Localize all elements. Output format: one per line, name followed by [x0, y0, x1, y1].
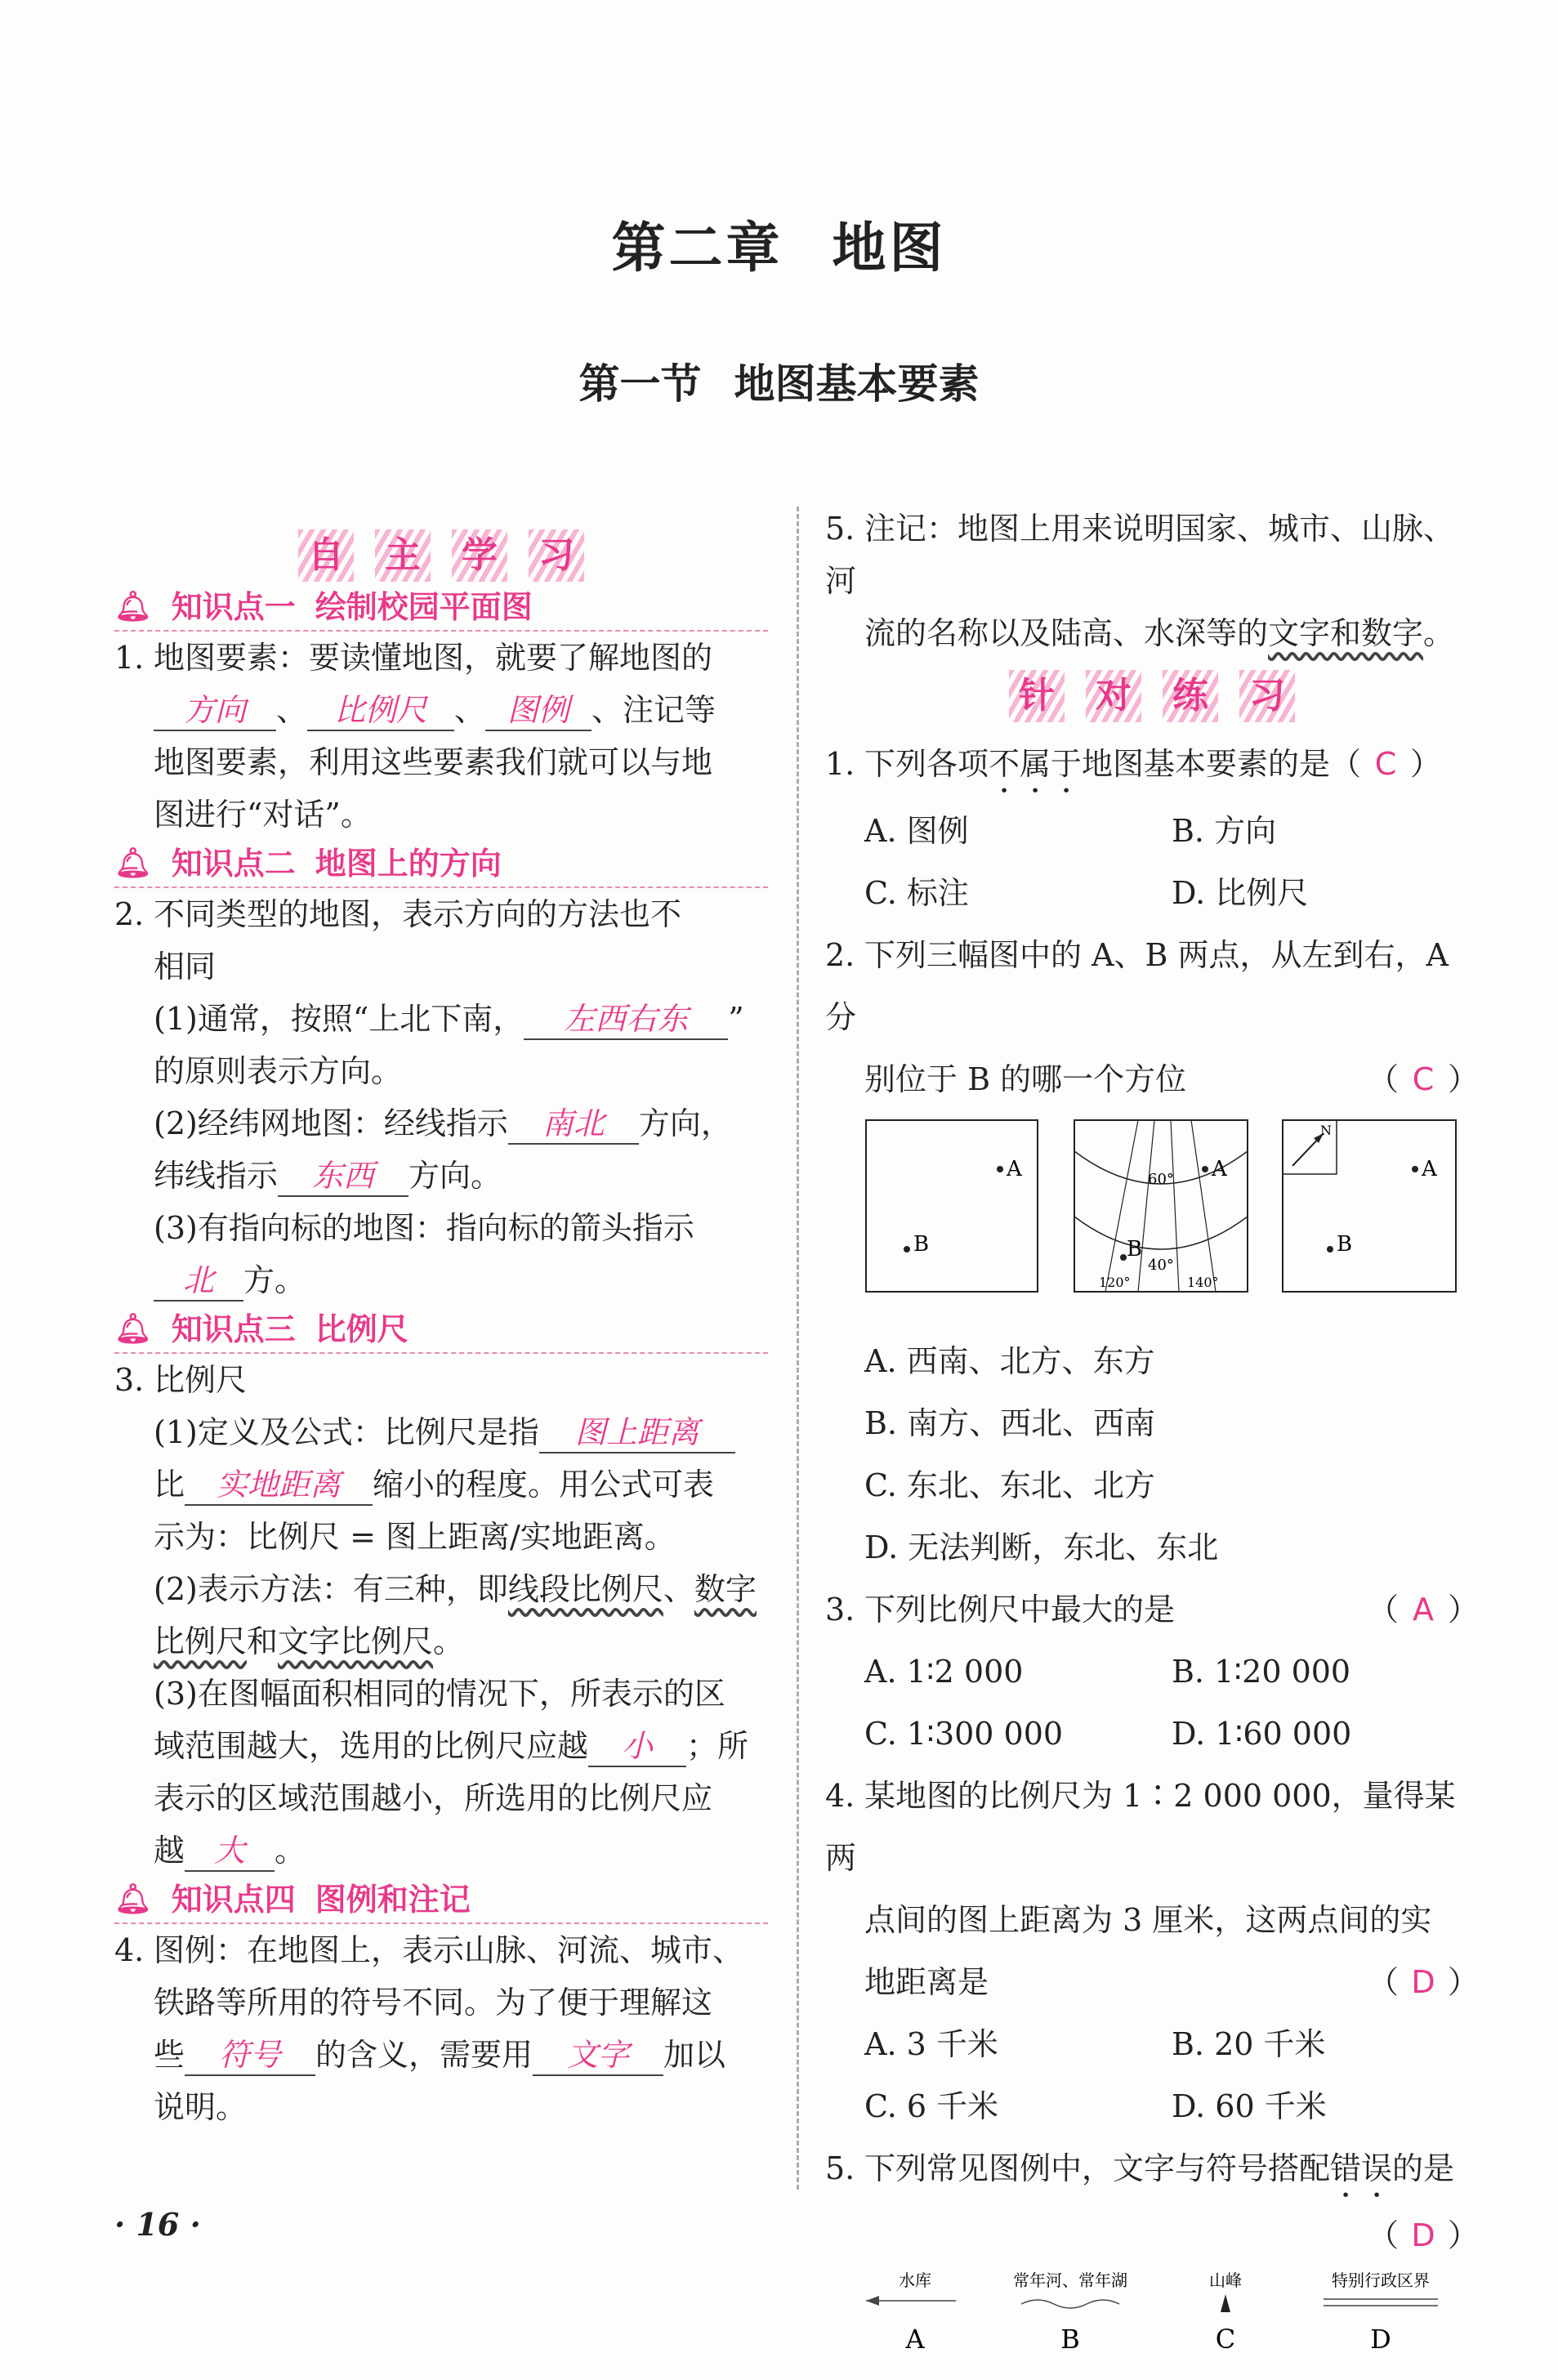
- legend-peak: [1209, 2271, 1242, 2355]
- answer-blank: 小: [588, 1726, 686, 1767]
- peak-icon: [1221, 2294, 1230, 2312]
- bell-icon: 🔔︎: [114, 590, 152, 623]
- answer-choice: D: [1411, 2217, 1435, 2253]
- svg-text:140°: 140°: [1187, 1275, 1219, 1290]
- item-5: 5. 注记：地图上用来说明国家、城市、山脉、河: [825, 511, 1455, 599]
- svg-text:水库: 水库: [899, 2271, 931, 2290]
- answer-choice: C: [1412, 1061, 1435, 1097]
- answer-blank: 南北: [508, 1104, 639, 1145]
- legend-river-lake: [1013, 2271, 1127, 2355]
- svg-text:A: A: [1007, 1157, 1022, 1181]
- svg-text:40°: 40°: [1148, 1257, 1174, 1274]
- answer-blank: 比例尺: [307, 690, 454, 731]
- question-1-options: A. 图例 B. 方向: [864, 813, 1277, 849]
- answer-choice: D: [1411, 1964, 1435, 2000]
- question-1: 1. 下列各项不属于地图基本要素的是（ C ）: [825, 733, 1479, 800]
- left-column: 自 主 学 习 🔔︎ 知识点一 绘制校园平面图 1. 地图要素：要读懂地图，就要了解地图的 方向 、 比例尺 、 图例 、注记等 地图要素，利用这些要素我们就可以与地 图进行“对话”。 🔔︎ 知识点二 地图上的方向 2. 不同类型的地图，表示方向的方法也不 相同 (1)通常，按照“上北下南， 左西右东 ” 的原则表示方向。 (2)经纬网地图：经线指示 南北 方向， 纬线指示 东西 方向。 (3)有指向标的地图：指向标的箭头指示 北 方。 🔔︎ 知识点三 比例尺 3. 比例尺 (1)定义及公式：比例尺是指 图上距离 比 实地距离 缩小的程度。用公式可表 示为：比例尺 = 图上距离/实地距离。 (2)表示方法：有三种，即线段比例尺、数字 比例尺和文字比例尺。 (3)在图幅面积相同的情况下，所表示的区 域范围越大，选用的比例尺应越 小 ；所 表示的区域范围越小，所选用的比例尺应 越 大 。 🔔︎ 知识点四 图例和注记 4. 图例：在地图上，表示山脉、河流、城市、 铁路等所用的符号不同。为了便于理解这 些 符号 的含义，需要用 文字 加以 说明。: [114, 527, 768, 2133]
- item-3: 3. 比例尺: [114, 1362, 248, 1398]
- question-2: 2. 下列三幅图中的 A、B 两点，从左到右，A 分: [825, 937, 1449, 1035]
- legend-symbols: [858, 2266, 1495, 2364]
- question-3: 3. 下列比例尺中最大的是 （ A ）: [825, 1578, 1479, 1641]
- answer-blank: 符号: [185, 2035, 315, 2076]
- answer-blank: 实地距离: [185, 1465, 373, 1506]
- figure-graticule-map: [1074, 1120, 1248, 1292]
- svg-text:120°: 120°: [1099, 1275, 1131, 1290]
- answer-blank: 大: [185, 1831, 275, 1872]
- answer-blank: 文字: [533, 2035, 663, 2076]
- bell-icon: 🔔︎: [114, 1882, 152, 1916]
- answer-blank: 左西右东: [524, 999, 728, 1040]
- answer-blank: 东西: [278, 1156, 408, 1197]
- right-column: 5. 注记：地图上用来说明国家、城市、山脉、河 流的名称以及陆高、水深等的文字和数字。 针 对 练 习 1. 下列各项不属于地图基本要素的是（ C ） A. 图例 B. 方向 C. 标注 D. 比例尺 2. 下列三幅图中的 A、B 两点，从左到右，A 分 别位于 B 的哪一个方位 （ C ） A B A 60° B 40° 120° 140° N A B A. 西南、北方、东方 B. 南方、西北、西南 C. 东北、东北、北方 D. 无法判断，东北、东北 3. 下列比例尺中最大的是 （ A ） A. 1∶2 000 B. 1∶20 000 C. 1∶300 000 D. 1∶60 000 4. 某地图的比例尺为 1∶2 000 000，量得某两 点间的图上距离为 3 厘米，这两点间的实 地距离是 （ D ） A. 3 千米 B. 20 千米 C. 6 千米 D. 60 千米 5. 下列常见图例中，文字与符号搭配错误的是 （ D ） 水库 A 常年河、常年湖 B 山峰 C 特别行政区界 D: [825, 502, 1479, 2380]
- figure-compass-map: [1283, 1120, 1456, 1292]
- svg-text:A: A: [1422, 1157, 1437, 1181]
- banner-self-study: 自 主 学 习: [114, 527, 768, 584]
- chapter-title: 第二章 地图: [611, 216, 947, 279]
- svg-text:山峰: 山峰: [1209, 2271, 1242, 2290]
- svg-text:N: N: [1320, 1123, 1332, 1138]
- svg-text:B: B: [913, 1232, 930, 1257]
- knowledge-point-1: 🔔︎ 知识点一 绘制校园平面图: [114, 584, 768, 632]
- svg-text:C: C: [1215, 2324, 1236, 2355]
- legend-reservoir: [866, 2271, 956, 2355]
- answer-blank: 图上距离: [539, 1413, 735, 1453]
- svg-text:B: B: [1060, 2324, 1080, 2355]
- page-number: · 16 ·: [114, 2206, 201, 2243]
- bell-icon: 🔔︎: [114, 846, 152, 880]
- question-5: 5. 下列常见图例中，文字与符号搭配错误的是: [825, 2150, 1455, 2186]
- svg-text:60°: 60°: [1148, 1171, 1174, 1188]
- svg-text:特别行政区界: 特别行政区界: [1332, 2271, 1430, 2290]
- knowledge-point-2: 🔔︎ 知识点二 地图上的方向: [114, 841, 768, 888]
- answer-blank: 北: [154, 1261, 243, 1302]
- answer-blank: 方向: [154, 690, 276, 731]
- question-4: 4. 某地图的比例尺为 1∶2 000 000，量得某两: [825, 1778, 1456, 1876]
- figure-plain-map: [866, 1120, 1038, 1292]
- svg-text:B: B: [1337, 1232, 1353, 1257]
- direction-figures: [864, 1119, 1502, 1306]
- section-title: 第一节 地图基本要素: [578, 359, 980, 408]
- answer-blank: 图例: [485, 690, 592, 731]
- svg-text:A: A: [905, 2324, 925, 2355]
- svg-text:常年河、常年湖: 常年河、常年湖: [1013, 2271, 1127, 2290]
- answer-choice: C: [1374, 746, 1397, 782]
- answer-choice: A: [1412, 1592, 1434, 1628]
- svg-text:D: D: [1370, 2324, 1391, 2355]
- item-2: 2. 不同类型的地图，表示方向的方法也不: [114, 896, 682, 932]
- legend-sar-boundary: [1324, 2271, 1438, 2355]
- item-4: 4. 图例：在地图上，表示山脉、河流、城市、: [114, 1932, 744, 1968]
- banner-practice: 针 对 练 习: [825, 668, 1479, 725]
- svg-text:B: B: [1127, 1237, 1143, 1261]
- item-1: 1. 地图要素：要读懂地图，就要了解地图的: [114, 640, 713, 676]
- column-divider: [797, 507, 799, 2190]
- bell-icon: 🔔︎: [114, 1312, 152, 1346]
- knowledge-point-3: 🔔︎ 知识点三 比例尺: [114, 1306, 768, 1354]
- svg-text:A: A: [1212, 1157, 1227, 1181]
- knowledge-point-4: 🔔︎ 知识点四 图例和注记: [114, 1877, 768, 1924]
